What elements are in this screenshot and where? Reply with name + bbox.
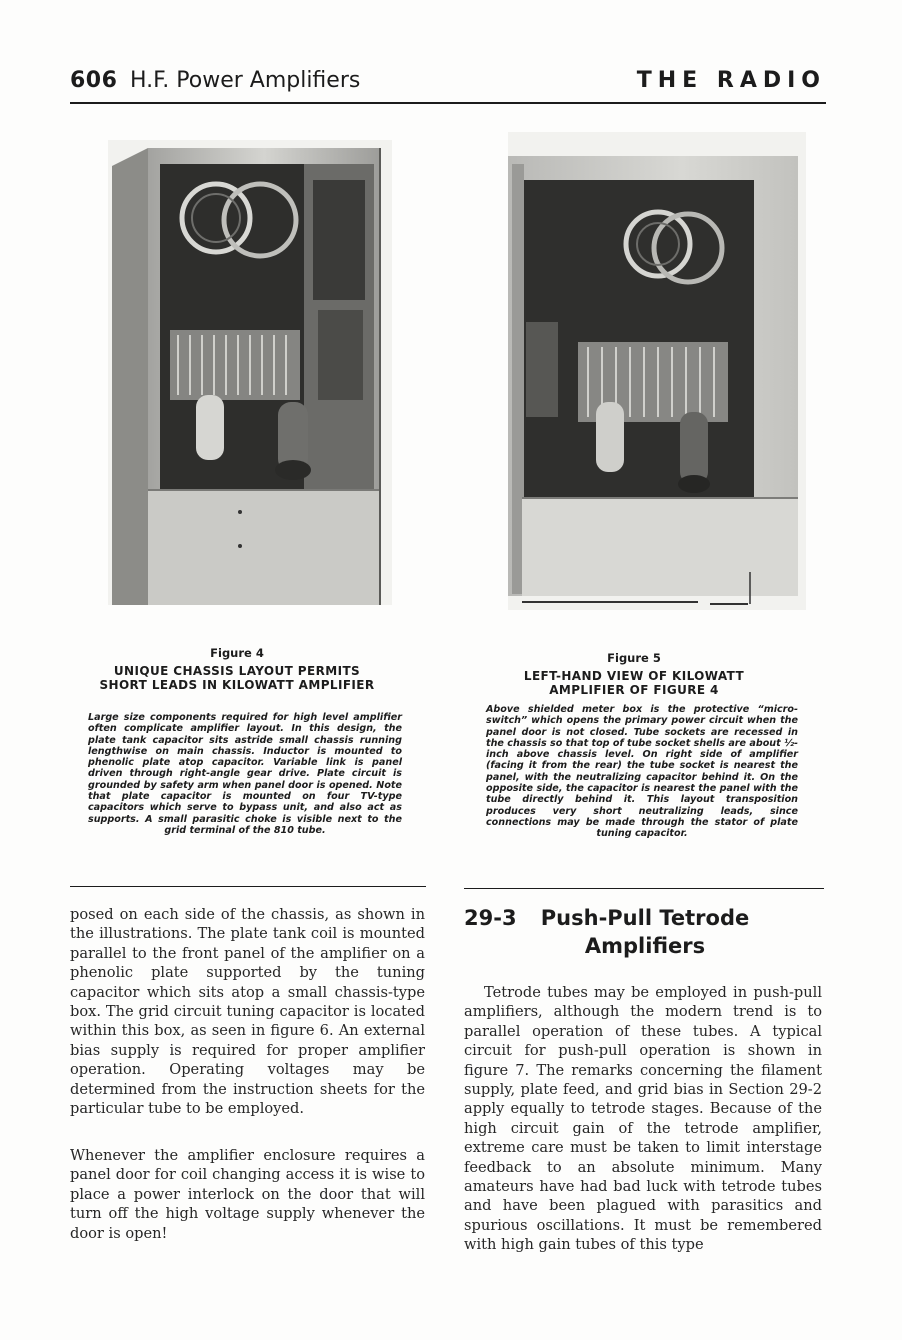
section-title: Push-Pull Tetrode Amplifiers <box>540 906 750 958</box>
figure-4-caption: Large size components required for high level amplifier often complicate amplifier layout. In this design, the plate tank capacitor sits astride small chassis running lengthwise on main chassis. Inductor is mounted to phenolic plate atop capacitor. Variable link is panel driven through right-angle gear drive. Plate circuit is grounded by safety arm when panel door is opened. Note that plate capacitor is mounted on four TV-type capacitors which serve to bypass unit, and also act as supports. A small parasitic choke is visible next to the grid terminal of the 810 tube. <box>88 712 402 836</box>
figure-4-number: Figure 4 <box>210 646 264 660</box>
body-paragraph-2: Whenever the amplifier enclosure requires a panel door for coil changing access it is wise to place a power interlock on the door that will turn off the high voltage supply whenever the door is open! <box>70 1147 425 1242</box>
figure-5-rule <box>464 888 824 889</box>
running-header <box>70 66 826 104</box>
figure-4-rule <box>70 886 426 887</box>
figure-5-caption: Above shielded meter box is the protective “micro-switch” which opens the primary power circuit when the panel door is not closed. Tube sockets are recessed in the chassis so that top of tube socket shells are about ½-inch above chassis level. On right side of amplifier (facing it from the rear) the tube socket is nearest the panel, with the neutralizing capacitor behind it. On the opposite side, the capacitor is nearest the panel with the tube directly behind it. This layout transposition produces very short neutralizing leads, since connections may be made through the stator of plate tuning capacitor. <box>486 704 798 840</box>
page-number: 606 <box>70 68 118 93</box>
running-title: H.F. Power Amplifiers <box>130 68 361 93</box>
figure-4-title: UNIQUE CHASSIS LAYOUT PERMITS SHORT LEADS IN KILOWATT AMPLIFIER <box>99 664 375 692</box>
figure-4-photo <box>108 140 392 605</box>
figure-5-title: LEFT-HAND VIEW OF KILOWATT AMPLIFIER OF FIGURE 4 <box>523 669 745 697</box>
section-number: 29-3 <box>464 906 517 930</box>
body-paragraph-1: posed on each side of the chassis, as shown in the illustrations. The plate tank coil is mounted parallel to the front panel of the amplifier on a phenolic plate supported by the tuning capacitor which sits atop a small chassis-type box. The grid circuit tuning capacitor is located within this box, as seen in figure 6. An external bias supply is required for proper amplifier operation. Operating voltages may be determined from the instruction sheets for the particular tube to be employed. <box>70 906 425 1118</box>
journal-title: THE RADIO <box>636 68 826 93</box>
section-paragraph: Tetrode tubes may be employed in push-pull amplifiers, although the modern trend is to parallel operation of these tubes. A typical circuit for push-pull operation is shown in figure 7. The remarks concerning the filament supply, plate feed, and grid bias in Section 29-2 apply equally to tetrode stages. Because of the high circuit gain of the tetrode amplifier, extreme care must be taken to limit interstage feedback to an absolute minimum. Many amateurs have had bad luck with tetrode tubes and have been plagued with parasitics and spurious oscillations. It must be remembered with high gain tubes of this type <box>464 984 822 1254</box>
figure-5-photo <box>508 132 806 610</box>
figure-5-number: Figure 5 <box>607 651 661 665</box>
